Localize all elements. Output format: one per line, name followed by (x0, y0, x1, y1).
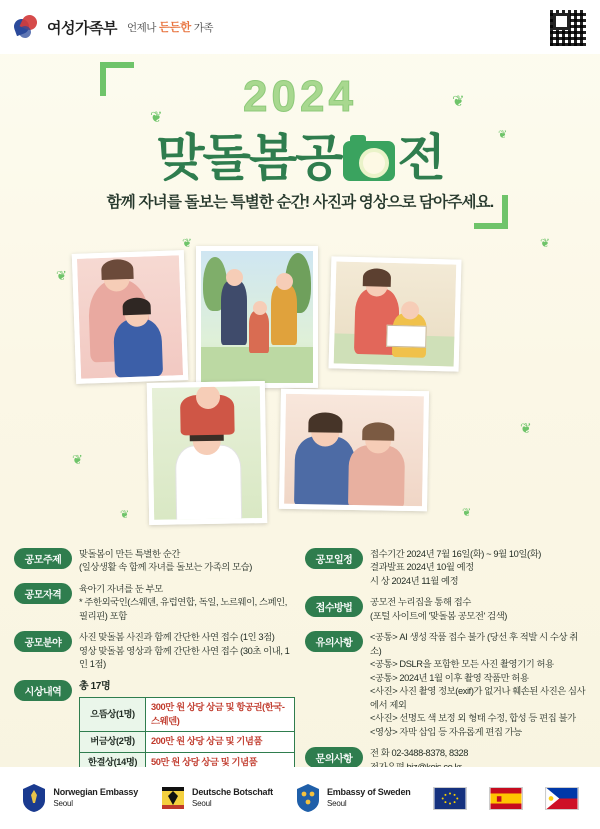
info-left-column (14, 548, 295, 782)
norway-embassy-text (53, 787, 138, 809)
prize-grade: 으뜸상(1명) (80, 698, 146, 732)
qr-code-icon[interactable] (548, 8, 588, 48)
embassy-city: Seoul (192, 798, 212, 808)
camera-icon (343, 141, 395, 181)
sweden-embassy-text (327, 787, 411, 809)
table-row (80, 698, 295, 732)
photo-mother-and-child (72, 250, 188, 384)
tag-eligibility: 공모자격 (14, 583, 72, 604)
embassy-name: Norwegian Embassy (53, 786, 139, 797)
germany-crest-icon (160, 783, 186, 813)
photo-collage (0, 232, 600, 537)
footer-logos (0, 767, 600, 829)
photo-parent-and-baby (279, 389, 429, 512)
info-section (14, 548, 586, 782)
tag-schedule: 공모일정 (305, 548, 363, 569)
slogan-highlight: 든든한 (158, 22, 191, 34)
prize-reward: 200만 원 상당 상금 및 기념품 (146, 732, 295, 752)
title-part-mid: 공 (295, 130, 342, 186)
notes-line-4: <사진> 사진 촬영 정보(exif)가 없거나 훼손된 사진은 심사에서 제외 (370, 686, 586, 710)
tag-notes: 유의사항 (305, 631, 363, 652)
category-line-photo: 사진 맞돌봄 사진과 함께 간단한 사연 접수 (1인 3점) (79, 632, 275, 643)
embassy-city: Seoul (53, 798, 73, 808)
photo-mother-reading-book (329, 256, 462, 371)
leaf-decoration: ❦ (120, 509, 130, 521)
tag-topic: 공모주제 (14, 548, 72, 569)
prize-total: 총 17명 (79, 680, 111, 692)
ministry-name: 여성가족부 (47, 19, 117, 37)
info-row-notes (305, 631, 586, 739)
prize-grade: 버금상(2명) (80, 732, 146, 752)
schedule-line-2: 결과발표 2024년 10월 예정 (370, 562, 474, 573)
info-row-topic (14, 548, 295, 575)
leaf-decoration: ❦ (72, 452, 83, 467)
ministry-logo (14, 14, 117, 40)
schedule-line-3: 시 상 2024년 11월 예정 (370, 575, 459, 586)
leaf-decoration: ❦ (56, 268, 67, 283)
topic-line-1: 맞돌봄이 만든 특별한 순간 (79, 549, 180, 559)
tag-category: 공모분야 (14, 631, 72, 652)
eligibility-body (79, 583, 295, 623)
sweden-crest-icon (295, 783, 321, 813)
notes-line-3: <공통> 2024년 1월 이후 촬영 작품만 허용 (370, 672, 529, 683)
topic-line-2: (일상생활 속 함께 자녀를 돌보는 가족의 모습) (79, 562, 252, 573)
info-row-schedule (305, 548, 586, 588)
leaf-decoration: ❦ (540, 236, 551, 250)
poster-subtitle: 함께 자녀를 돌보는 특별한 순간! 사진과 영상으로 담아주세요. (106, 194, 494, 211)
info-row-prizes (14, 680, 295, 773)
schedule-line-1: 접수기간 2024년 7월 16일(화) ~ 9월 10일(화) (370, 549, 542, 559)
submission-body (370, 596, 586, 623)
germany-embassy-text (192, 787, 273, 809)
table-row (80, 732, 295, 752)
eu-flag-icon (433, 787, 467, 810)
tag-contact: 문의사항 (305, 747, 363, 768)
leaf-decoration: ❦ (182, 236, 193, 250)
embassy-sweden (295, 783, 411, 813)
topic-body (79, 548, 295, 575)
prize-grade: 한결상(14명) (80, 752, 146, 772)
info-row-eligibility (14, 583, 295, 623)
prize-reward: 300만 원 상당 상금 및 항공권(한국-스웨덴) (146, 698, 295, 732)
title-part-right: 전 (397, 130, 444, 186)
tag-submission: 접수방법 (305, 596, 363, 617)
embassy-germany (160, 783, 273, 813)
embassy-name: Embassy of Sweden (326, 786, 411, 797)
leaf-decoration: ❦ (462, 507, 472, 519)
notes-line-2: <공통> DSLR을 포함한 모든 사진 촬영기기 허용 (370, 659, 554, 670)
contact-phone: 전 화 02-3488-8378, 8328 (370, 748, 469, 759)
photo-family-walking (196, 246, 318, 388)
schedule-body (370, 548, 586, 588)
submission-line-2: (포털 사이트에 '맞돌봄 공모전' 검색) (370, 610, 508, 621)
ministry-emblem-icon (14, 14, 40, 40)
poster-title (0, 118, 600, 190)
notes-line-6: <영상> 자막 삽입 등 자유롭게 편집 가능 (370, 726, 522, 737)
poster-year: 2024 (243, 72, 357, 121)
eligibility-line-1: 육아기 자녀를 둔 부모 (79, 583, 163, 594)
info-right-column (305, 548, 586, 782)
norway-crest-icon (21, 783, 47, 813)
eligibility-line-2: * 주한외국인(스웨덴, 유럽연합, 독일, 노르웨이, 스페인, 필리핀) 포함 (79, 597, 287, 621)
philippines-flag-icon (545, 787, 579, 810)
category-body (79, 631, 295, 671)
prize-table (79, 697, 295, 773)
leaf-decoration: ❦ (150, 109, 163, 126)
leaf-decoration: ❦ (520, 420, 532, 436)
notes-line-5: <사진> 선명도 색 보정 외 형태 수정, 합성 등 편집 불가 (370, 713, 576, 724)
slogan-pre: 언제나 (126, 21, 156, 34)
tag-prizes: 시상내역 (14, 680, 72, 701)
category-line-video: 영상 맞돌봄 영상과 함께 간단한 사연 접수 (30초 이내, 1인 1점) (79, 645, 290, 670)
notes-line-1: <공통> AI 생성 작품 접수 불가 (당선 후 적발 시 수상 취소) (370, 632, 578, 656)
leaf-decoration: ❦ (498, 129, 508, 141)
prize-reward: 50만 원 상당 상금 및 기념품 (146, 752, 295, 772)
notes-body (370, 631, 586, 739)
prize-body (79, 680, 295, 773)
embassy-city: Seoul (326, 798, 347, 808)
submission-line-1: 공모전 누리집을 통해 접수 (370, 597, 471, 608)
slogan-post: 가족 (193, 21, 214, 34)
title-part-left: 맞돌봄 (156, 130, 296, 186)
info-row-category (14, 631, 295, 671)
info-row-submission (305, 596, 586, 623)
spain-flag-icon (489, 787, 523, 810)
top-bar (0, 0, 600, 54)
embassy-name: Deutsche Botschaft (192, 786, 273, 797)
photo-father-with-child-on-shoulders (147, 381, 267, 525)
ministry-slogan (127, 19, 213, 35)
embassy-norway (21, 783, 138, 813)
leaf-decoration: ❦ (452, 93, 465, 110)
